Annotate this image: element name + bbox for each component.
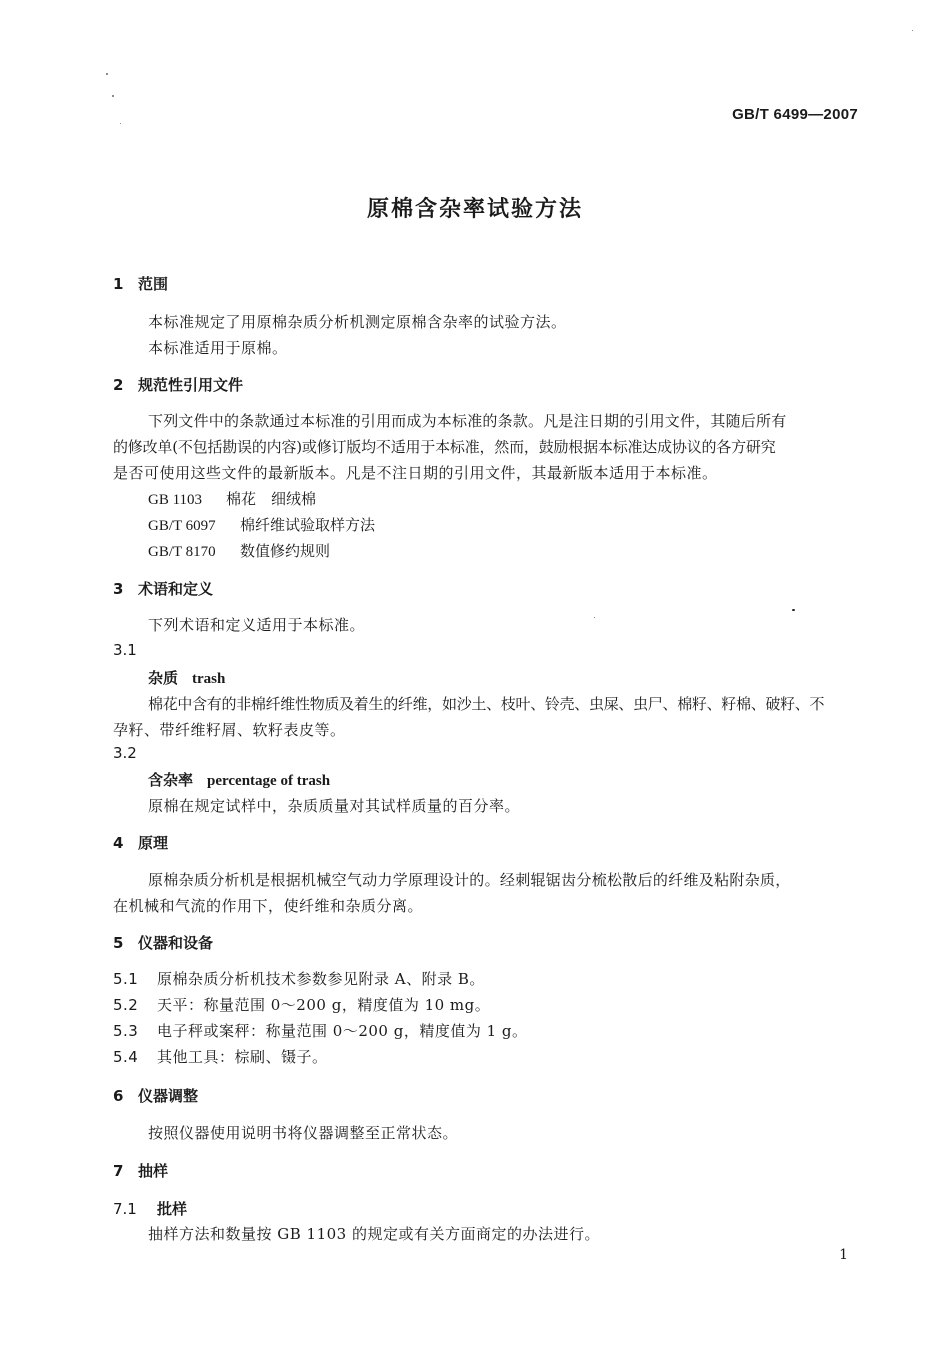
section-title: 规范性引用文件 bbox=[138, 376, 244, 394]
item-text: 原棉杂质分析机技术参数参见附录 A、附录 B。 bbox=[157, 970, 485, 988]
section-title: 仪器调整 bbox=[138, 1087, 199, 1105]
item-number: 5.2 bbox=[113, 996, 139, 1014]
section-number: 5 bbox=[113, 934, 124, 952]
equipment-item bbox=[113, 968, 485, 989]
section-title: 仪器和设备 bbox=[138, 934, 214, 952]
section-number: 2 bbox=[113, 376, 124, 394]
section-3-heading bbox=[113, 578, 213, 599]
equipment-item bbox=[113, 1046, 328, 1067]
item-number: 5.4 bbox=[113, 1048, 139, 1066]
term-zh: 杂质 bbox=[148, 669, 179, 687]
section-number: 3 bbox=[113, 580, 124, 598]
section-number: 6 bbox=[113, 1087, 124, 1105]
section-title: 原理 bbox=[138, 834, 169, 852]
item-number: 5.1 bbox=[113, 970, 139, 988]
standard-code: GB/T 6499—2007 bbox=[732, 106, 858, 123]
term-en: percentage of trash bbox=[207, 773, 331, 789]
section-number: 1 bbox=[113, 275, 124, 293]
item-number: 5.3 bbox=[113, 1022, 139, 1040]
equipment-item bbox=[113, 1020, 528, 1041]
definition-line: 孕籽、带纤维籽屑、软籽表皮等。 bbox=[113, 721, 346, 739]
paragraph: 下列术语和定义适用于本标准。 bbox=[148, 616, 366, 634]
paragraph-line: 在机械和气流的作用下，使纤维和杂质分离。 bbox=[113, 897, 424, 915]
section-4-heading bbox=[113, 832, 168, 853]
section-number: 7 bbox=[113, 1162, 124, 1180]
item-text: 天平：称量范围 0～200 g，精度值为 10 mg。 bbox=[157, 996, 491, 1014]
scan-speck bbox=[594, 617, 595, 618]
paragraph-line: 是否可使用这些文件的最新版本。凡是不注日期的引用文件，其最新版本适用于本标准。 bbox=[113, 464, 718, 482]
term-zh: 含杂率 bbox=[148, 771, 194, 789]
section-title: 范围 bbox=[138, 275, 169, 293]
scan-speck bbox=[792, 609, 795, 611]
paragraph-line: 原棉杂质分析机是根据机械空气动力学原理设计的。经刺辊锯齿分梳松散后的纤维及粘附杂质， bbox=[148, 871, 791, 889]
subsection-number: 7.1 bbox=[113, 1200, 137, 1218]
reference-title: 数值修约规则 bbox=[240, 542, 331, 560]
reference-code: GB/T 6097 bbox=[148, 518, 216, 534]
paragraph-line: 的修改单(不包括勘误的内容)或修订版均不适用于本标准，然而，鼓励根据本标准达成协议的各方研究 bbox=[113, 438, 776, 456]
section-6-heading bbox=[113, 1085, 198, 1106]
term-heading bbox=[148, 667, 225, 688]
section-7-heading bbox=[113, 1160, 168, 1181]
reference-item bbox=[148, 514, 375, 535]
subsection-7-1-heading bbox=[113, 1198, 187, 1219]
reference-code: GB 1103 bbox=[148, 492, 203, 508]
term-heading bbox=[148, 769, 330, 790]
scan-speck bbox=[112, 95, 114, 97]
equipment-item bbox=[113, 994, 490, 1015]
document-title: 原棉含杂率试验方法 bbox=[366, 197, 583, 222]
scan-speck bbox=[912, 30, 913, 31]
reference-item bbox=[148, 488, 316, 509]
paragraph: 按照仪器使用说明书将仪器调整至正常状态。 bbox=[148, 1124, 459, 1142]
page-number: 1 bbox=[839, 1247, 848, 1263]
section-1-heading bbox=[113, 273, 168, 294]
section-number: 4 bbox=[113, 834, 124, 852]
term-number: 3.1 bbox=[113, 641, 137, 659]
reference-code: GB/T 8170 bbox=[148, 544, 216, 560]
subsection-title: 批样 bbox=[157, 1200, 188, 1218]
section-2-heading bbox=[113, 374, 243, 395]
section-title: 术语和定义 bbox=[138, 580, 214, 598]
paragraph: 抽样方法和数量按 GB 1103 的规定或有关方面商定的办法进行。 bbox=[148, 1225, 600, 1243]
term-en: trash bbox=[192, 671, 226, 687]
reference-item bbox=[148, 540, 330, 561]
item-text: 电子秤或案秤：称量范围 0～200 g，精度值为 1 g。 bbox=[157, 1022, 528, 1040]
reference-title: 棉纤维试验取样方法 bbox=[240, 516, 376, 534]
reference-title: 棉花 细绒棉 bbox=[226, 490, 317, 508]
section-title: 抽样 bbox=[138, 1162, 169, 1180]
definition-line: 棉花中含有的非棉纤维性物质及着生的纤维，如沙土、枝叶、铃壳、虫屎、虫尸、棉籽、籽棉、破籽、不 bbox=[148, 695, 825, 713]
paragraph-line: 下列文件中的条款通过本标准的引用而成为本标准的条款。凡是注日期的引用文件，其随后所有 bbox=[148, 412, 787, 430]
scan-speck bbox=[120, 123, 121, 124]
scan-speck bbox=[106, 73, 108, 75]
section-5-heading bbox=[113, 932, 213, 953]
paragraph: 本标准规定了用原棉杂质分析机测定原棉含杂率的试验方法。 bbox=[148, 313, 567, 331]
definition-line: 原棉在规定试样中，杂质质量对其试样质量的百分率。 bbox=[148, 797, 521, 815]
paragraph: 本标准适用于原棉。 bbox=[148, 339, 288, 357]
item-text: 其他工具：棕刷、镊子。 bbox=[157, 1048, 328, 1066]
term-number: 3.2 bbox=[113, 744, 137, 762]
